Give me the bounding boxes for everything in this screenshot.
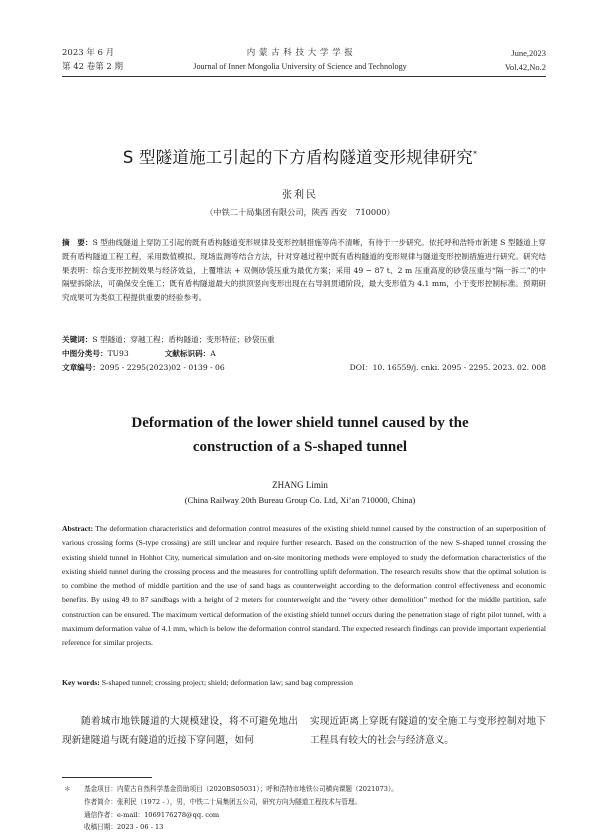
- article-no-value: 2095 - 2295(2023)02 - 0139 - 06: [99, 363, 225, 372]
- abstract-cn: [62, 236, 546, 305]
- header-volume-cn: 第 42 卷第 2 期: [62, 62, 124, 72]
- title-cn: [0, 144, 600, 168]
- clc-value: TU93: [107, 349, 129, 358]
- abstract-cn-label: 摘 要：: [62, 238, 93, 247]
- email-text: e-mail：1069176278@qq. com: [116, 811, 220, 819]
- author-cn: 张利民: [282, 190, 318, 201]
- body-right-column: 实现近距离上穿既有隧道的安全施工与变形控制对地下工程具有较大的社会与经济意义。: [310, 716, 546, 746]
- footnote-email: [84, 809, 219, 822]
- fund-text: 内蒙古自然科学基金资助项目（2020BS05031）；呼和浩特市地铁公司横向课题（2021073）。: [116, 785, 398, 793]
- keywords-en-text: S-shaped tunnel; crossing project; shield; deformation law; sand bag compression: [101, 678, 354, 687]
- header-journal-cn: 内 蒙 古 科 技 大 学 学 报: [246, 48, 354, 58]
- abstract-en-text: The deformation characteristics and deformation control measures of the existing shield tunnel caused by the construction of an superposition of various crossing forms (S-type crossing) are still unclear and require further research. Based on the construction of the new S-shaped tunnel crossing the existing shield tunnel in Hohhot City, numerical simulation and on-site monitoring methods were employed to study the deformation characteristics of the existing shield tunnel during the crossing process and the measures for controlling uplift deformation. The research results show that the optimal solution is to combine the method of middle partition and the use of sand bags as counterweight according to the deformation control effectiveness and economic benefits. By using 49 to 87 sandbags with a height of 2 meters for counterweight and the “every other demolition” method for the middle partition, safe construction can be ensured. The maximum vertical deformation of the existing shield tunnel occurs during the penetration stage of right pilot tunnel, with a maximum deformation value of 4.1 mm, which is below the deformation control standard. The expected research findings can provide important experiential reference for similar projects.: [62, 524, 546, 648]
- header-rule: [62, 76, 546, 77]
- footnote-author: [84, 796, 361, 809]
- fund-label: 基金项目：: [84, 785, 117, 793]
- title-en-line1: Deformation of the lower shield tunnel caused by the: [131, 415, 469, 431]
- doc-code-value: A: [210, 349, 216, 358]
- keywords-en: [62, 676, 546, 690]
- abstract-cn-text: S 型曲线隧道上穿防工引起的既有盾构隧道变形规律及变形控制措施等尚不清晰，有待于一步研究。依托呼和浩特市新建 S 型隧道上穿既有盾构隧道工程工程，采用数值模拟、现场监测等结合方法，针对穿越过程中既有盾构隧道的变形规律与隧道变形控制措施进行研究。研究结果表明：综合变形控制效果与经济效益，上覆堆法 + 双侧砂袋压重为最优方案；采用 49 ~ 87 t、2 m 压重高度的砂袋压重与“隔一拆二”的中隔壁拆除法，可确保安全施工；既有盾构隧道最大的拱顶竖向变形出现在右导洞贯通阶段，最大变形值为 4.1 mm，小于变形控制标准。预期研究成果可为类似工程提供重要的经验参考。: [62, 238, 547, 303]
- article-no-label: 文章编号：: [62, 363, 100, 372]
- footnote-rule: [62, 777, 152, 778]
- doi-label: DOI：: [349, 363, 373, 372]
- title-en-line2: construction of a S-shaped tunnel: [192, 439, 408, 455]
- keywords-cn-label: 关键词：: [62, 335, 93, 344]
- footnote-marker: ＊: [64, 785, 71, 793]
- author-bio-text: 张利民（1972 - ），男，中铁二十局集团五公司，研究方向为隧道工程技术与管理。: [116, 798, 362, 806]
- received-label: 收稿日期：: [84, 823, 117, 831]
- footnote-fund: [84, 783, 398, 796]
- abstract-en: [62, 522, 546, 651]
- affiliation-en: (China Railway 20th Bureau Group Co. Ltd, Xi’an 710000, China): [184, 495, 416, 505]
- title-cn-footnote-mark: *: [472, 149, 478, 159]
- footnote-received: [84, 821, 163, 834]
- clc-label: 中图分类号：: [62, 349, 108, 358]
- affiliation-cn: （中铁二十局集团有限公司，陕西 西安 710000）: [205, 207, 395, 217]
- author-en: ZHANG Limin: [272, 480, 328, 490]
- email-label: 通信作者：: [84, 811, 117, 819]
- doi-value: 10. 16559/j. cnki. 2095 - 2295. 2023. 02. 008: [372, 363, 546, 372]
- header-journal-en: Journal of Inner Mongolia University of Science and Technology: [193, 62, 407, 71]
- header-date-en: June,2023: [511, 48, 546, 58]
- abstract-en-label: Abstract:: [62, 524, 94, 533]
- keywords-cn-text: S 型隧道；穿越工程；盾构隧道；变形特征；砂袋压重: [92, 335, 275, 344]
- doc-code-label: 文献标识码：: [164, 349, 211, 358]
- doi-line: [300, 361, 546, 375]
- header-volume-en: Vol.42,No.2: [504, 62, 546, 72]
- keywords-en-label: Key words:: [62, 678, 100, 687]
- header-date-cn: 2023 年 6 月: [62, 48, 115, 58]
- author-bio-label: 作者简介：: [84, 798, 117, 806]
- body-left-column: 随着城市地铁隧道的大规模建设，将不可避免地出现新建隧道与既有隧道的近接下穿问题，如何: [62, 716, 298, 746]
- title-cn-text: S 型隧道施工引起的下方盾构隧道变形规律研究: [122, 148, 473, 167]
- classification-line: [62, 347, 546, 361]
- received-text: 2023 - 06 - 13: [116, 823, 164, 831]
- keywords-cn: [62, 333, 546, 347]
